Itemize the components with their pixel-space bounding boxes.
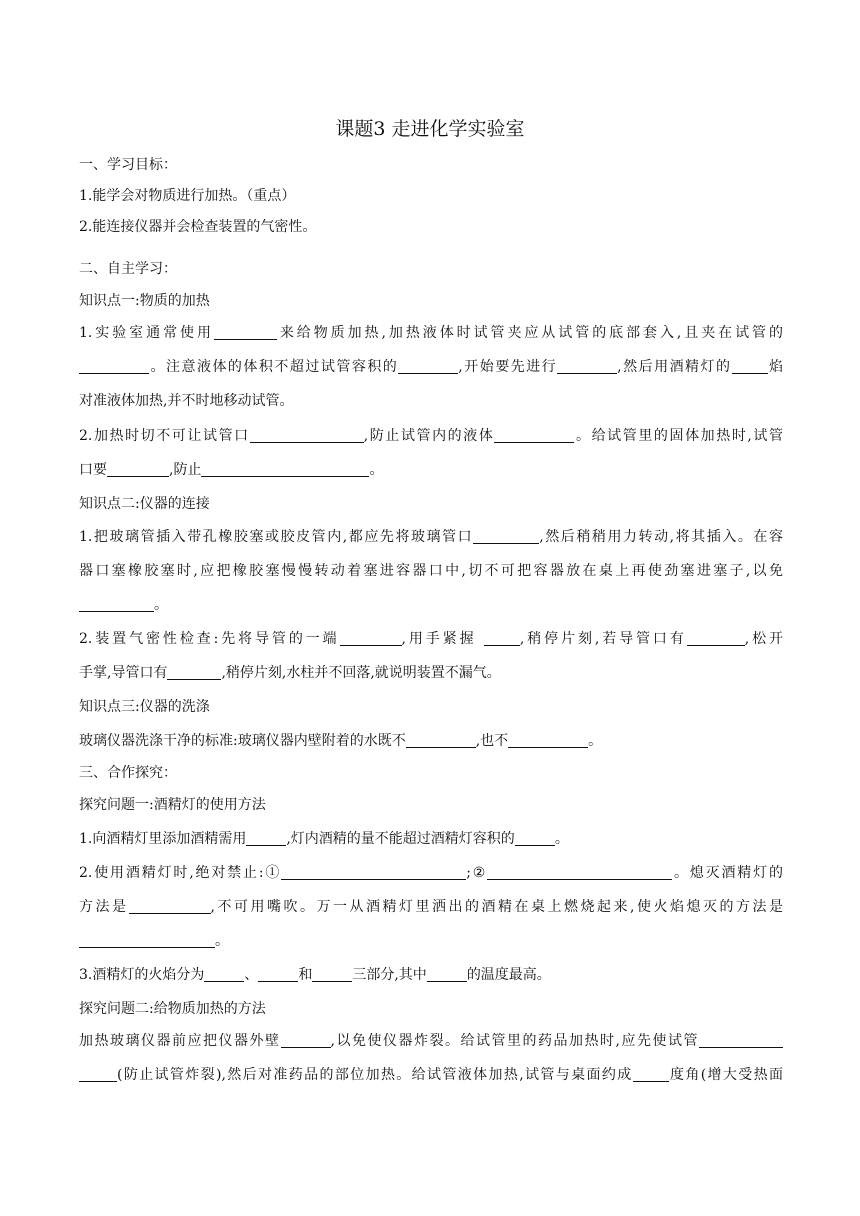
text-line xyxy=(79,964,783,986)
text-segment: 1.实验室通常使用 xyxy=(79,325,214,341)
text-segment: ,防止 xyxy=(169,462,202,478)
text-segment: 2.加热时切不可让试管口 xyxy=(79,428,250,444)
text-segment: 手掌,导管口有 xyxy=(79,665,168,681)
text-line xyxy=(79,1064,783,1086)
answer-blank[interactable] xyxy=(129,898,211,914)
text-line xyxy=(79,862,783,884)
answer-blank[interactable] xyxy=(484,630,520,646)
text-segment: ,用手紧握 xyxy=(401,631,484,647)
text-segment: 焰 xyxy=(767,359,784,375)
text-segment: 度角(增大受热面 xyxy=(668,1067,783,1083)
text-segment: 探究问题二:给物质加热的方法 xyxy=(79,1001,266,1017)
text-line xyxy=(79,560,783,582)
text-segment: 。 xyxy=(215,933,229,949)
answer-blank[interactable] xyxy=(427,966,467,982)
text-line xyxy=(79,185,783,207)
answer-blank[interactable] xyxy=(79,1066,117,1082)
text-segment: 知识点二:仪器的连接 xyxy=(79,496,210,512)
page-title: 课题3 走进化学实验室 xyxy=(335,118,525,140)
text-line xyxy=(79,696,783,718)
text-line xyxy=(79,216,783,238)
text-segment: 来给物质加热,加热液体时试管夹应从试管的底部套入,且夹在试管的 xyxy=(276,325,784,341)
text-line xyxy=(79,930,783,952)
text-segment: 二、自主学习： xyxy=(79,261,177,277)
text-segment: 。 xyxy=(554,831,569,847)
text-segment: 口要 xyxy=(79,462,107,478)
answer-blank[interactable] xyxy=(398,358,458,374)
text-segment: ,然后稍稍用力转动,将其插入。在容 xyxy=(539,529,783,545)
text-segment: 和 xyxy=(298,967,313,983)
answer-blank[interactable] xyxy=(281,864,466,880)
text-segment: ,稍停片刻,若导管口有 xyxy=(519,631,687,647)
text-line xyxy=(79,390,783,412)
answer-blank[interactable] xyxy=(281,1032,331,1048)
answer-blank[interactable] xyxy=(246,830,286,846)
text-segment: 加热玻璃仪器前应把仪器外壁 xyxy=(79,1033,281,1049)
answer-blank[interactable] xyxy=(732,358,768,374)
text-line xyxy=(79,828,783,850)
text-segment: 玻璃仪器洗涤干净的标准:玻璃仪器内壁附着的水既不 xyxy=(79,733,406,749)
text-line xyxy=(79,526,783,548)
text-line xyxy=(79,998,783,1020)
text-segment: ,灯内酒精的量不能超过酒精灯容积的 xyxy=(286,831,515,847)
answer-blank[interactable] xyxy=(406,732,476,748)
text-segment: 。 xyxy=(369,462,384,478)
answer-blank[interactable] xyxy=(167,664,221,680)
text-line xyxy=(79,258,783,280)
answer-blank[interactable] xyxy=(508,732,588,748)
answer-blank[interactable] xyxy=(79,596,154,612)
text-line xyxy=(79,322,783,344)
text-segment: 。注意液体的体积不超过试管容积的 xyxy=(149,359,399,375)
text-line xyxy=(79,290,783,312)
text-line xyxy=(79,628,783,650)
answer-blank[interactable] xyxy=(214,324,277,340)
text-segment: 的温度最高。 xyxy=(466,967,551,983)
text-segment: 一、学习目标： xyxy=(79,157,177,173)
text-segment: ,也不 xyxy=(475,733,509,749)
text-segment: 1.能学会对物质进行加热。（重点） xyxy=(79,188,296,204)
text-segment: 3.酒精灯的火焰分为 xyxy=(79,967,205,983)
text-segment: 知识点三:仪器的洗涤 xyxy=(79,699,210,715)
answer-blank[interactable] xyxy=(473,528,539,544)
text-segment: 2.使用酒精灯时,绝对禁止:① xyxy=(79,865,282,881)
answer-blank[interactable] xyxy=(204,966,244,982)
answer-blank[interactable] xyxy=(79,932,215,948)
text-segment: 对准液体加热,并不时地移动试管。 xyxy=(79,393,294,409)
text-line xyxy=(79,730,783,752)
text-line xyxy=(79,1030,783,1052)
answer-blank[interactable] xyxy=(515,830,555,846)
text-line xyxy=(79,493,783,515)
text-segment: 知识点一:物质的加热 xyxy=(79,293,210,309)
text-segment: 。熄灭酒精灯的 xyxy=(672,865,783,881)
answer-blank[interactable] xyxy=(258,966,298,982)
text-line xyxy=(79,794,783,816)
text-segment: 1.向酒精灯里添加酒精需用 xyxy=(79,831,247,847)
text-line xyxy=(79,896,783,918)
text-segment: ,然后用酒精灯的 xyxy=(617,359,732,375)
answer-blank[interactable] xyxy=(250,427,364,443)
text-line xyxy=(79,425,783,447)
text-line xyxy=(79,459,783,481)
text-segment: ,不可用嘴吹。万一从酒精灯里洒出的酒精在桌上燃烧起来,使火焰熄灭的方法是 xyxy=(210,899,784,915)
answer-blank[interactable] xyxy=(312,966,352,982)
text-line xyxy=(79,356,783,378)
text-segment: 器口塞橡胶塞时,应把橡胶塞慢慢转动着塞进容器口中,切不可把容器放在桌上再使劲塞进塞子,以免 xyxy=(79,563,783,579)
text-segment: ;② xyxy=(466,865,488,881)
answer-blank[interactable] xyxy=(79,358,149,374)
text-segment: ,防止试管内的液体 xyxy=(363,428,495,444)
answer-blank[interactable] xyxy=(633,1066,669,1082)
text-segment: 方法是 xyxy=(79,899,129,915)
text-segment: 1.把玻璃管插入带孔橡胶塞或胶皮管内,都应先将玻璃管口 xyxy=(79,529,474,545)
answer-blank[interactable] xyxy=(557,358,617,374)
text-segment: ,稍停片刻,水柱并不回落,就说明装置不漏气。 xyxy=(221,665,501,681)
text-segment: (防止试管炸裂),然后对准药品的部位加热。给试管液体加热,试管与桌面约成 xyxy=(117,1067,633,1083)
text-segment: 三部分,其中 xyxy=(352,967,427,983)
text-segment: 。 xyxy=(154,597,168,613)
answer-blank[interactable] xyxy=(340,630,402,646)
text-line xyxy=(79,662,783,684)
text-segment: 三、合作探究： xyxy=(79,765,177,781)
text-segment: 2.能连接仪器并会检查装置的气密性。 xyxy=(79,219,317,235)
text-segment: 。给试管里的固体加热时,试管 xyxy=(574,428,784,444)
answer-blank[interactable] xyxy=(201,461,369,477)
text-segment: 探究问题一:酒精灯的使用方法 xyxy=(79,797,266,813)
text-segment: 。 xyxy=(588,733,603,749)
text-segment: 2.装置气密性检查:先将导管的一端 xyxy=(79,631,340,647)
text-segment: ,开始要先进行 xyxy=(458,359,558,375)
text-line xyxy=(79,154,783,176)
text-line xyxy=(79,594,783,616)
answer-blank[interactable] xyxy=(699,1032,783,1048)
text-segment: ,松开 xyxy=(744,631,783,647)
text-line xyxy=(79,762,783,784)
answer-blank[interactable] xyxy=(487,864,672,880)
answer-blank[interactable] xyxy=(107,461,169,477)
answer-blank[interactable] xyxy=(494,427,574,443)
text-segment: ,以免使仪器炸裂。给试管里的药品加热时,应先使试管 xyxy=(330,1033,699,1049)
answer-blank[interactable] xyxy=(687,630,745,646)
text-segment: 、 xyxy=(244,967,259,983)
